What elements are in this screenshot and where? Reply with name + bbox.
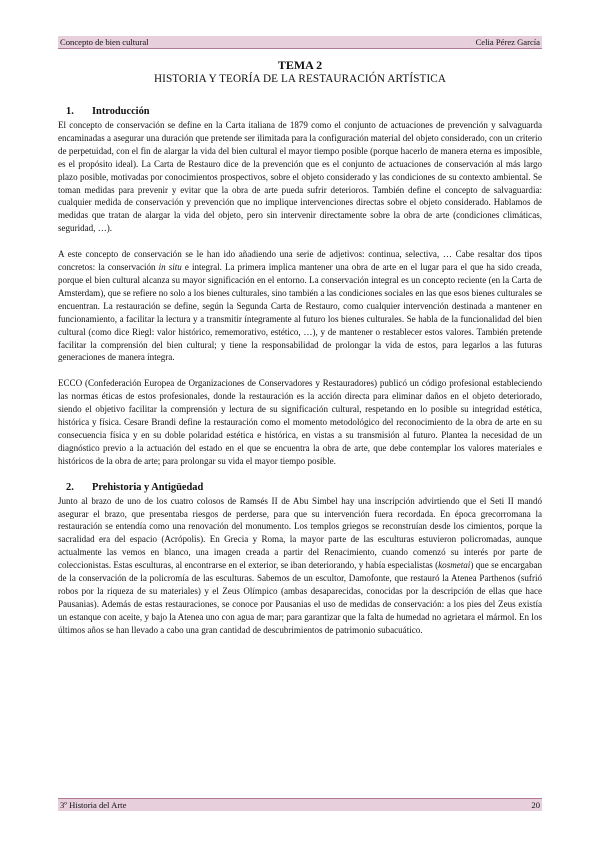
header-course-title: Concepto de bien cultural bbox=[60, 37, 149, 47]
section-number: 2. bbox=[66, 481, 74, 493]
paragraph-text: A este concepto de conservación se le han ido añadiendo una serie de adjetivos: continua, selectiva, … Cabe resaltar dos tipos concretos: la conservación bbox=[58, 249, 542, 273]
paragraph bbox=[58, 377, 542, 467]
section-number: 1. bbox=[66, 106, 74, 117]
paragraph bbox=[58, 119, 542, 235]
page-body bbox=[58, 105, 542, 637]
paragraph-text: e integral. La primera implica mantener una obra de arte en el lugar para el que ha sido creada, porque el bien cultural alcanza su mayor significación en el entorno. La conservación integral es un concepto reciente (en la Carta de Amsterdam), que se refiere no solo a los bienes culturales, sino también a las condiciones sociales en las que esos bienes culturales se encuentran. La restauración se define, según la Segunda Carta de Restauro, como cualquier intervención destinada a mantener en funcionamiento, a facilitar la lectura y a transmitir íntegramente al futuro los bienes culturales. Se habla de la funcionalidad del bien cultural (como dice Riegl: valor histórico, rememorativo, estético, …), y de mantener o restablecer estos valores. También pretende facilitar la comprensión del bien cultural; y tiene la responsabilidad de prolongar la vida de estos, para legarlos a las futuras generaciones de manera íntegra. bbox=[58, 262, 543, 363]
italic-term: in situ bbox=[158, 262, 182, 273]
section-heading-prehistoria bbox=[58, 481, 542, 494]
paragraph-text: ) que se encargaban de la conservación de la policromía de las esculturas. Sabemos de un escultor, Damofonte, que restauró la Atenea Parthenos (sufrió robos por la riqueza de su materiales) y el Zeus Olímpico (ambas desaparecidas, conocidas por la descripción de ellas que hace Pausanias). Además de estas restauraciones, se conoce por Pausanias el uso de medidas de conservación: a los pies del Zeus existía un estanque con aceite, y bajo la Atenea uno con agua de mar; para garantizar que la falta de humedad no agrietara el mármol. En los últimos años se han llevado a cabo una gran cantidad de descubrimientos de patrimonio subacuático. bbox=[58, 560, 543, 635]
paragraph-text: ECCO (Confederación Europea de Organizaciones de Conservadores y Restauradores) publicó un código profesional estableciendo las normas éticas de estos profesionales, donde la restauración es la acción directa para eliminar daños en el objeto deteriorado, siendo el objetivo facilitar la comprensión y lectura de su significación cultural, respetando en lo posible su integridad estética, histórica y física. Cesare Brandi define la restauración como el momento metodológico del reconocimiento de la obra de arte en su consecuencia física y en su doble polaridad estética e histórica, en vistas a su transmisión al futuro. Plantea la necesidad de un diagnóstico previo a la actuación del estado en el que se encuentra la obra de arte, que debe contemplar los valores materiales e históricos de la obra de arte; para prolongar su vida el mayor tiempo posible. bbox=[58, 378, 542, 466]
italic-term: kosmetai bbox=[438, 560, 471, 571]
paragraph bbox=[58, 495, 542, 637]
chapter-title: HISTORIA Y TEORÍA DE LA RESTAURACIÓN ARTÍSTICA bbox=[153, 73, 447, 85]
paragraph bbox=[58, 248, 542, 364]
running-footer bbox=[58, 798, 542, 811]
page-number: 20 bbox=[531, 800, 540, 810]
chapter-title-block bbox=[58, 58, 542, 86]
section-title: Introducción bbox=[92, 106, 150, 117]
paragraph-text: El concepto de conservación se define en la Carta italiana de 1879 como el conjunto de actuaciones de prevención y salvaguarda encaminadas a asegurar una duración que pretende ser ilimitada para la configuración material del objeto considerado, con un criterio de perpetuidad, con el fin de alargar la vida del bien cultural el mayor tiempo posible (porque hacerlo de manera eterna es imposible, es el propósito ideal). La Carta de Restauro dice de la prevención que es el conjunto de actuaciones de conservación al más largo plazo posible, motivadas por conocimientos prospectivos, sobre el objeto considerado y las condiciones de su contexto ambiental. Se toman medidas para prevenir y evitar que la obra de arte pueda sufrir deterioros. También define el concepto de salvaguardia: cualquier medida de conservación y prevención que no implique intervenciones directas sobre el objeto considerado. Hablamos de medidas que tratan de alargar la vida del objeto, pero sin intervenir directamente sobre la obra de arte (condiciones climáticas, seguridad, …). bbox=[58, 120, 542, 234]
section-title: Prehistoria y Antigüedad bbox=[92, 481, 204, 493]
footer-course: 3º Historia del Arte bbox=[60, 800, 127, 810]
paragraph-text: Junto al brazo de uno de los cuatro colosos de Ramsés II de Abu Simbel hay una inscripción advirtiendo que el Seti II mandó asegurar el brazo, que presentaba riesgos de perderse, para que su intervención fuera recordada. En época grecorromana la restauración se entendía como una renovación del monumento. Los templos griegos se reconstruían desde los cimientos, porque la sacralidad era del espacio (Acrópolis). En Grecia y Roma, la mayor parte de las esculturas estuvieron policromadas, aunque actualmente las vemos en blanco, una imagen creada a partir del Renacimiento, cuando comenzó su interés por parte de coleccionistas. Estas esculturas, al encontrarse en el exterior, se iban deteriorando, y había especialistas ( bbox=[58, 495, 542, 571]
section-heading-introduccion bbox=[58, 105, 542, 118]
running-header bbox=[58, 36, 542, 49]
header-author: Celia Pérez García bbox=[475, 37, 540, 47]
chapter-number: TEMA 2 bbox=[277, 58, 323, 72]
